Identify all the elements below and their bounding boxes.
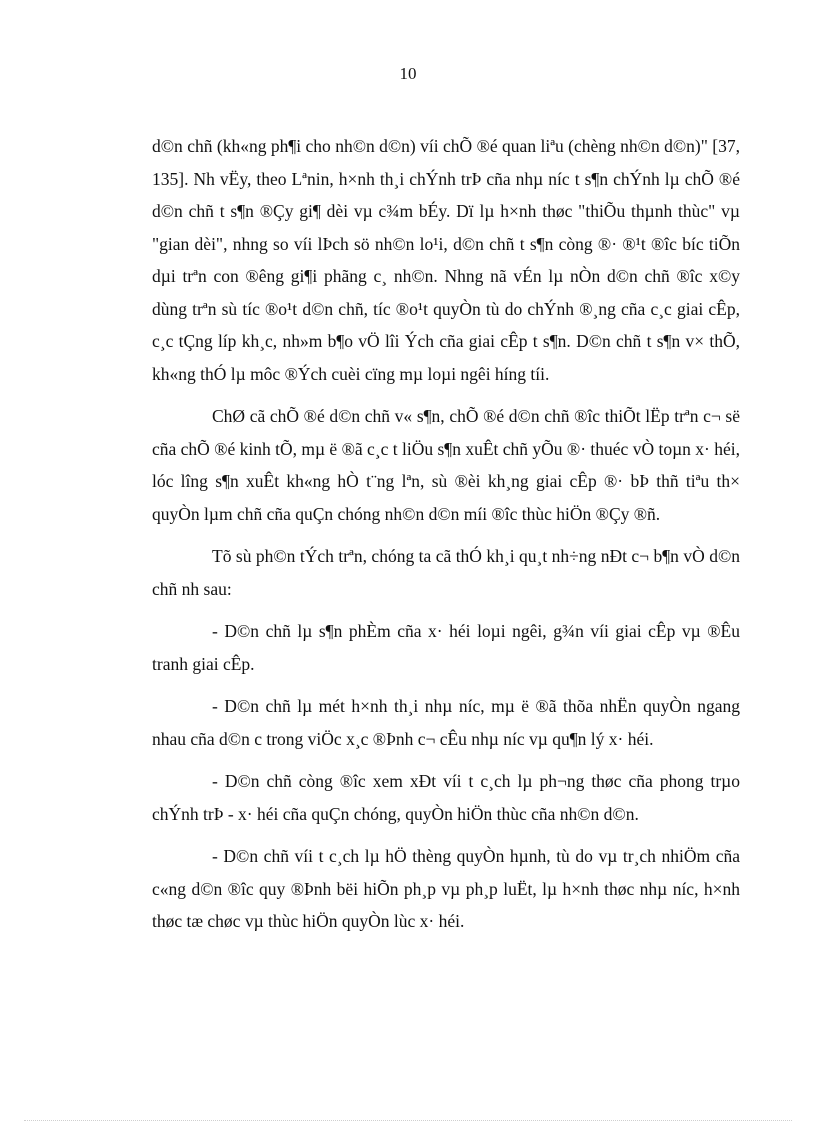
paragraph: ChØ cã chÕ ®é d©n chñ v« s¶n, chÕ ®é d©n chñ ®îc thiÕt lËp trªn c¬ së cña chÕ ®é kinh tÕ, mµ ë ®ã c¸c t liÖu s¶n xuÊt chñ yÕu ®· thuéc vÒ toµn x· héi, lóc lîng s¶n xuÊt kh«ng hÒ t¨ng lªn, sù ®èi kh¸ng giai cÊp ®· bÞ thñ tiªu th× quyÒn lµm chñ cña quÇn chóng nh©n d©n míi ®îc thùc hiÖn ®Çy ®ñ. <box>152 406 740 524</box>
footer-divider <box>24 1120 792 1121</box>
page-number: 10 <box>399 64 417 83</box>
list-item: - D©n chñ còng ®îc xem xÐt víi t c¸ch lµ ph¬ng thøc cña phong trµo chÝnh trÞ - x· héi cña quÇn chóng, quyÒn hiÖn thùc cña nh©n d©n. <box>152 771 740 824</box>
paragraph: Tõ sù ph©n tÝch trªn, chóng ta cã thÓ kh¸i qu¸t nh÷ng nÐt c¬ b¶n vÒ d©n chñ nh sau: <box>152 546 740 599</box>
list-item: - D©n chñ víi t c¸ch lµ hÖ thèng quyÒn hµnh, tù do vµ tr¸ch nhiÖm cña c«ng d©n ®îc quy ®Þnh bëi hiÕn ph¸p vµ ph¸p luËt, lµ h×nh thøc nhµ níc, h×nh thøc tæ chøc vµ thùc hiÖn quyÒn lùc x· héi. <box>152 846 740 931</box>
list-item: - D©n chñ lµ mét h×nh th¸i nhµ níc, mµ ë ®ã thõa nhËn quyÒn ngang nhau cña d©n c trong viÖc x¸c ®Þnh c¬ cÊu nhµ níc vµ qu¶n lý x· héi. <box>152 696 740 749</box>
paragraph-continuation: d©n chñ (kh«ng ph¶i cho nh©n d©n) víi chÕ ®é quan liªu (chèng nh©n d©n)" [37, 135]. Nh vËy, theo Lªnin, h×nh th¸i chÝnh trÞ cña nhµ níc t s¶n chÝnh lµ chÕ ®é d©n chñ t s¶n ®Çy gi¶ dèi vµ c¾m bÉy. Dï lµ h×nh thøc "thiÕu thµnh thùc" vµ "gian dèi", nhng so víi lÞch sö nh©n lo¹i, d©n chñ t s¶n còng ®· ®¹t ®îc bíc tiÕn dµi trªn con ®êng gi¶i phãng c¸ nh©n. Nhng nã vÉn lµ nÒn d©n chñ ®îc x©y dùng trªn sù tíc ®o¹t d©n chñ, tíc ®o¹t quyÒn tù do chÝnh ®¸ng cña c¸c giai cÊp, c¸c tÇng líp kh¸c, nh»m b¶o vÖ lîi Ých cña giai cÊp t s¶n. D©n chñ t s¶n v× thÕ, kh«ng thÓ lµ môc ®Ých cuèi cïng mµ loµi ngêi híng tíi. <box>152 136 740 384</box>
document-body <box>152 130 740 948</box>
list-item: - D©n chñ lµ s¶n phÈm cña x· héi loµi ngêi, g¾n víi giai cÊp vµ ®Êu tranh giai cÊp. <box>152 621 740 674</box>
